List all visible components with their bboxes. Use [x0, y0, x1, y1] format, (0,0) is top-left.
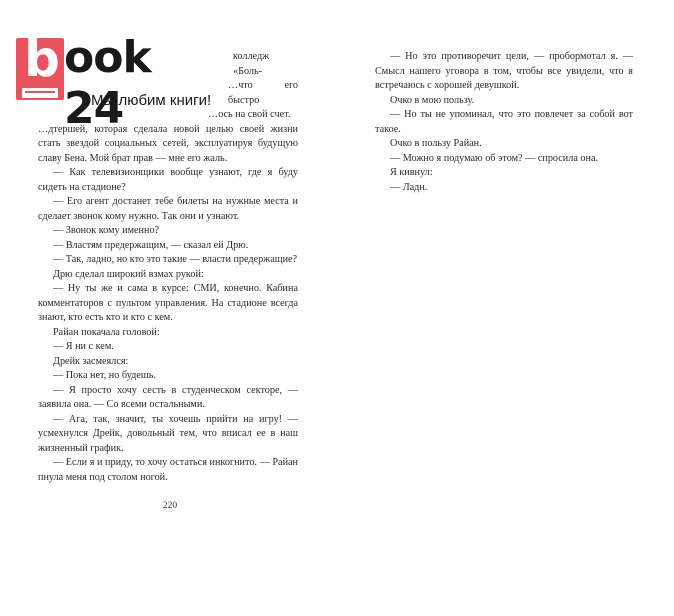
paragraph: Дрейк засмеялся: — [53, 355, 129, 367]
paragraph: — Так, ладно, но кто это такие — власти предержащие? — [53, 254, 298, 265]
logo-tagline: Мы любим книги! — [91, 92, 212, 109]
paragraph: — Его агент достанет тебе билеты на нужные места и сделает звонок кому нужно. Так они и узнают. — [38, 196, 298, 222]
paragraph: — Но это противоречит цели, — пробормотал я. — Смысл нашего уговора в том, чтобы все увидели, что я встречаюсь с хорошей девушкой. — [375, 51, 633, 91]
paragraph: колледж «Боль- — [233, 51, 270, 77]
paragraph: — Но ты не упоминал, что это повлечет за собой вот такое. — [375, 109, 633, 135]
logo-letter: b — [24, 30, 60, 88]
right-text-column — [375, 50, 633, 195]
paragraph: …дтершей, которая сделала новой целью своей жизни стать звездой социальных сетей, эксплуатируя будущую славу Бена. Мой брат прав — мне его жаль. — [38, 123, 298, 164]
paragraph: — Пока нет, но будешь. — [53, 370, 156, 381]
paragraph: — Если я и приду, то хочу остаться инкогнито. — Райан пнула меня под столом ногой. — [38, 457, 298, 483]
book24-logo — [16, 30, 221, 134]
paragraph: — Ну ты же и сама в курсе: СМИ, конечно. Кабина комментаторов с пультом управления. На стадионе всегда знают, кто есть кто и кто с кем. — [38, 283, 298, 323]
paragraph: — Как телевизионщики вообще узнают, где я буду сидеть на стадионе? — [38, 167, 298, 193]
paragraph: — Ладн. — [390, 181, 428, 193]
paragraph: Очко в пользу Райан. — [390, 138, 482, 149]
logo-wordmark: ook 24 — [64, 32, 151, 134]
paragraph: — Властям предержащим, — сказал ей Дрю. — [53, 239, 249, 251]
paragraph: — Можно я подумаю об этом? — спросила она. — [390, 152, 599, 164]
page-number: 220 — [162, 501, 178, 511]
paragraph: — Я просто хочу сесть в студенческом секторе, — заявила она. — Со всеми остальными. — [38, 384, 298, 410]
paragraph: — Звонок кому именно? — [53, 225, 160, 236]
paragraph: — Я ни с кем. — [53, 341, 114, 352]
bookmark-ribbon-icon — [22, 88, 58, 98]
paragraph: — Ага, так, значит, ты хочешь прийти на игру! — усмехнулся Дрейк, довольный тем, что вписал ее в наш жизненный график. — [38, 413, 298, 454]
paragraph: …что его быстро — [228, 80, 298, 106]
paragraph: Дрю сделал широкий взмах рукой: — [53, 268, 204, 280]
paragraph: Райан покачала головой: — [53, 326, 160, 338]
paragraph: Очко в мою пользу. — [390, 94, 475, 106]
paragraph: Я кивнул: — [390, 167, 433, 178]
paragraph: …ось на свой счет. — [208, 109, 291, 120]
